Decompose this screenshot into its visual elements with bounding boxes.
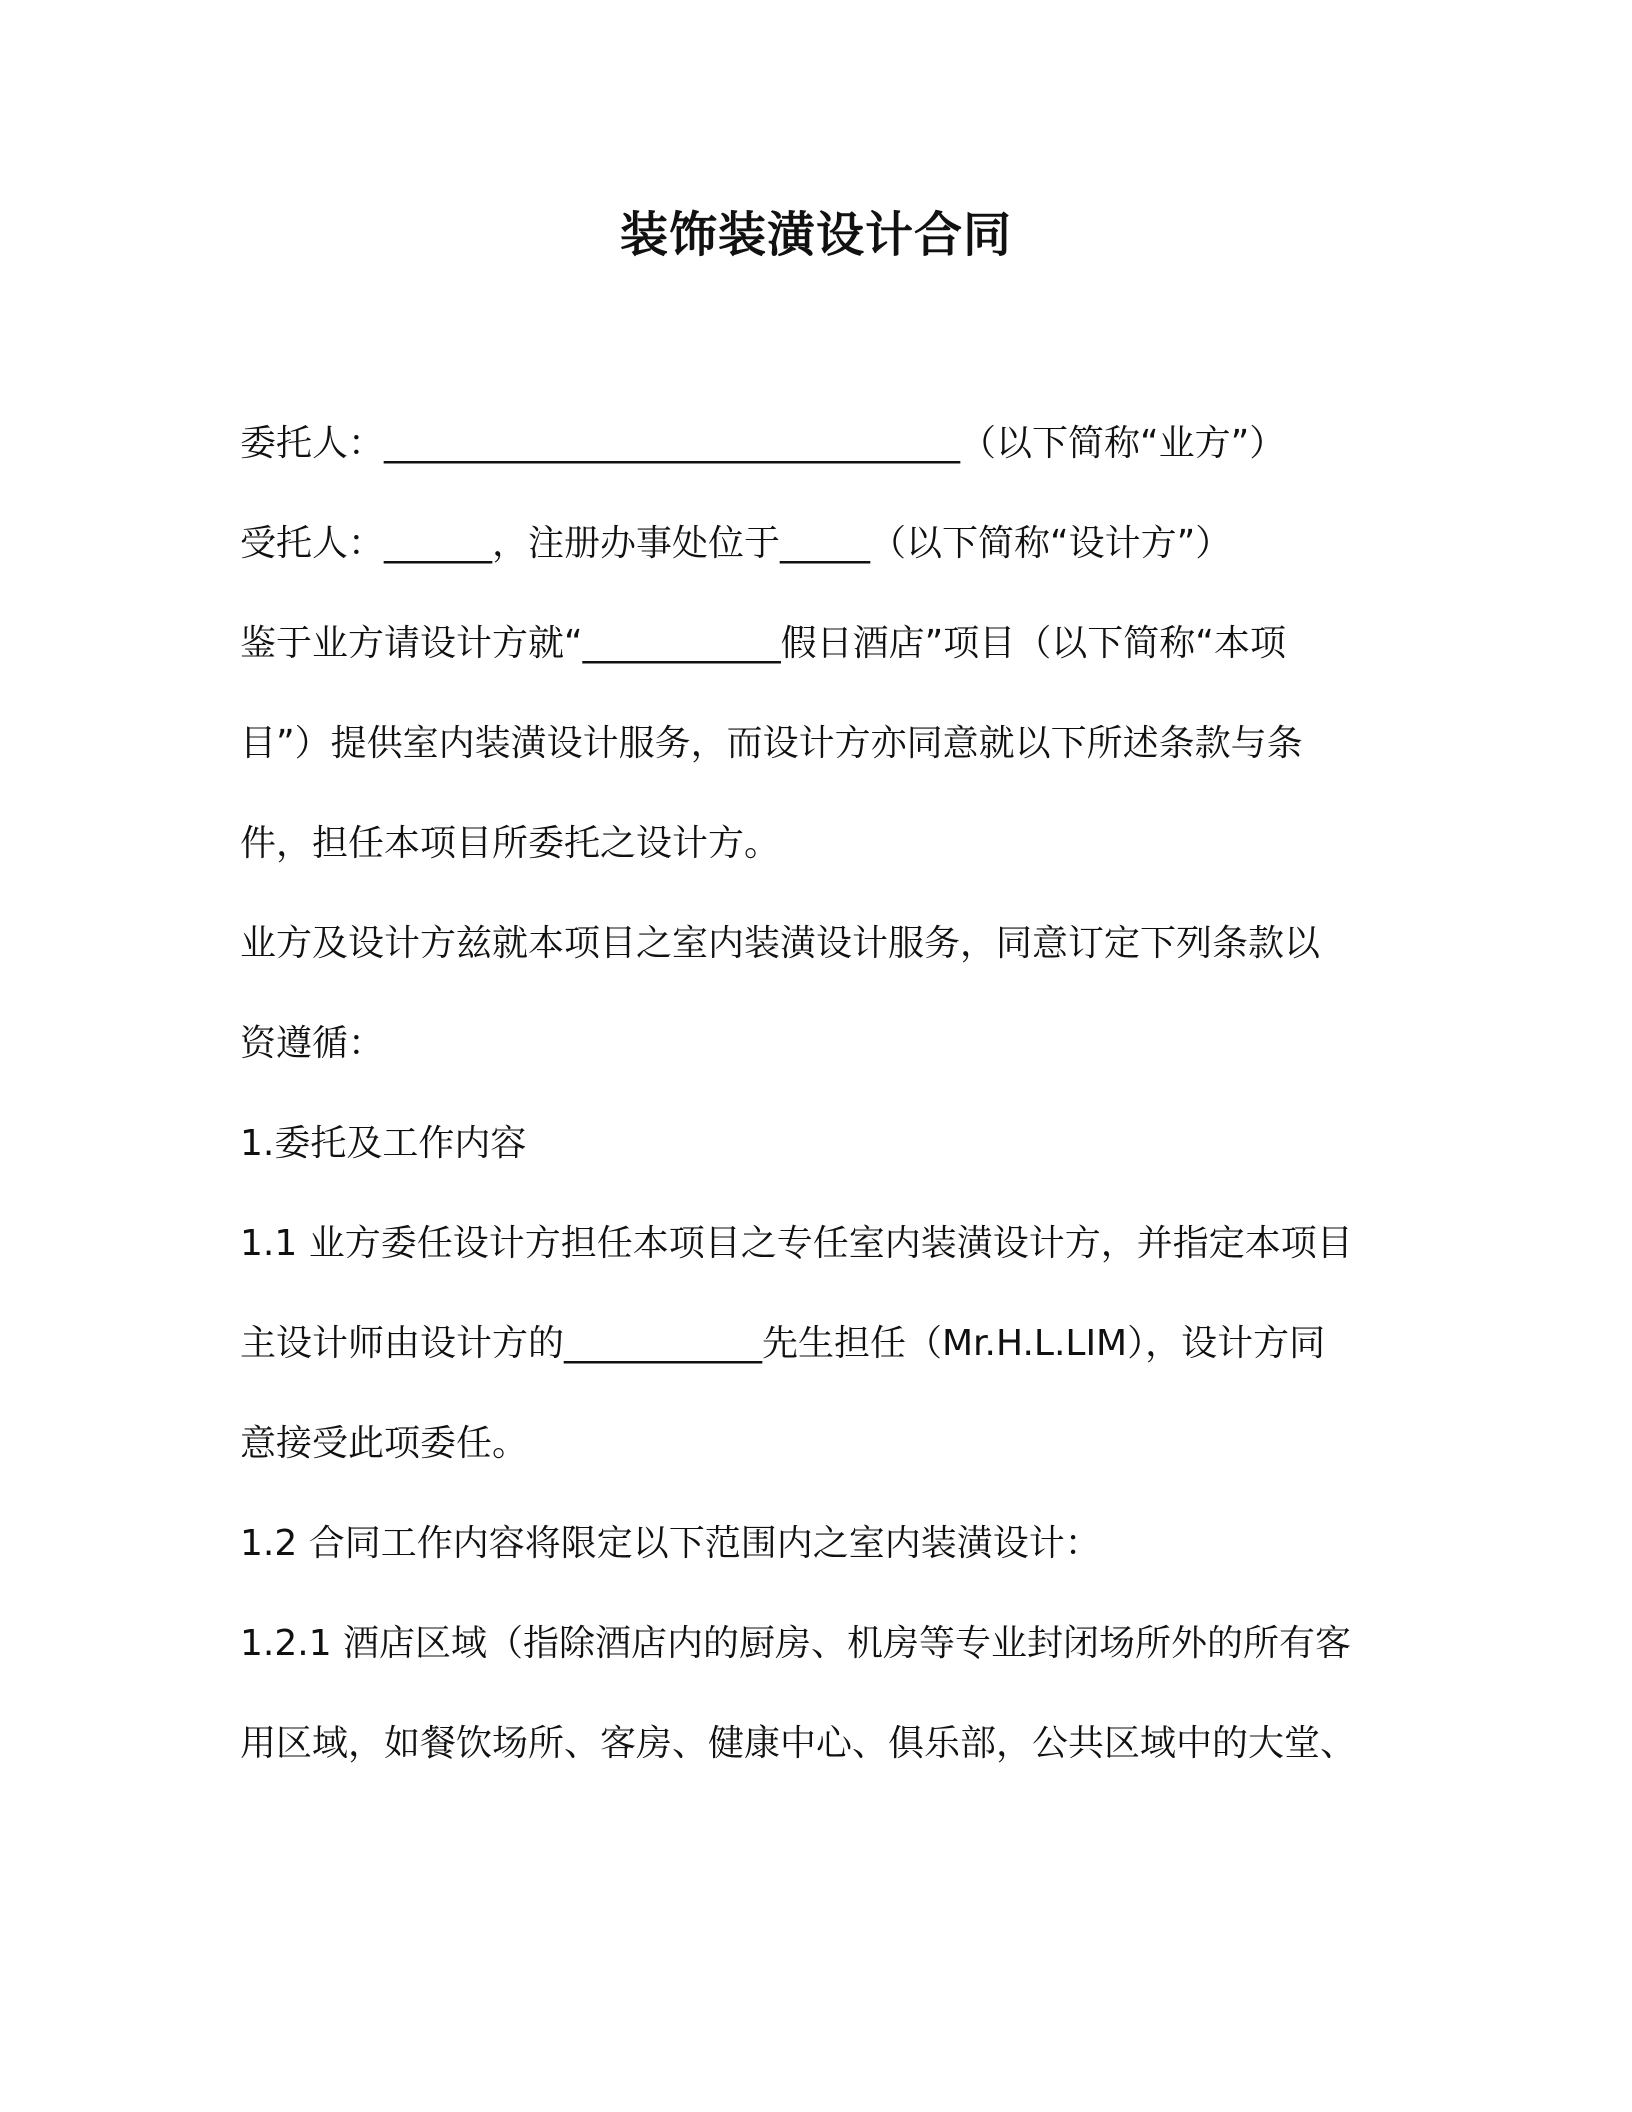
paragraph-line: 鉴于业方请设计方就“___________假日酒店”项目（以下简称“本项 <box>240 623 1286 664</box>
paragraph-line: 资遵循： <box>240 1023 385 1064</box>
paragraph-line: 件，担任本项目所委托之设计方。 <box>240 823 781 864</box>
clause-line: 用区域，如餐饮场所、客房、健康中心、俱乐部，公共区域中的大堂、 <box>240 1723 1357 1764</box>
paragraph-line: 业方及设计方兹就本项目之室内装潢设计服务，同意订定下列条款以 <box>240 923 1321 964</box>
clause-line: 1.1 业方委任设计方担任本项目之专任室内装潢设计方，并指定本项目 <box>240 1223 1353 1264</box>
client-line: 委托人：________________________________（以下简称“业方”） <box>240 423 1286 464</box>
section-heading: 1.委托及工作内容 <box>240 1123 527 1164</box>
clause-line: 意接受此项委任。 <box>240 1423 529 1464</box>
clause-line: 1.2.1 酒店区域（指除酒店内的厨房、机房等专业封闭场所外的所有客 <box>240 1623 1352 1664</box>
document-title: 装饰装潢设计合同 <box>619 207 1012 263</box>
clause-line: 主设计师由设计方的___________先生担任（Mr.H.L.LIM），设计方同 <box>240 1323 1326 1364</box>
designer-line: 受托人：______，注册办事处位于_____（以下简称“设计方”） <box>240 523 1232 564</box>
paragraph-line: 目”）提供室内装潢设计服务，而设计方亦同意就以下所述条款与条 <box>240 723 1303 764</box>
clause-line: 1.2 合同工作内容将限定以下范围内之室内装潢设计： <box>240 1523 1101 1564</box>
